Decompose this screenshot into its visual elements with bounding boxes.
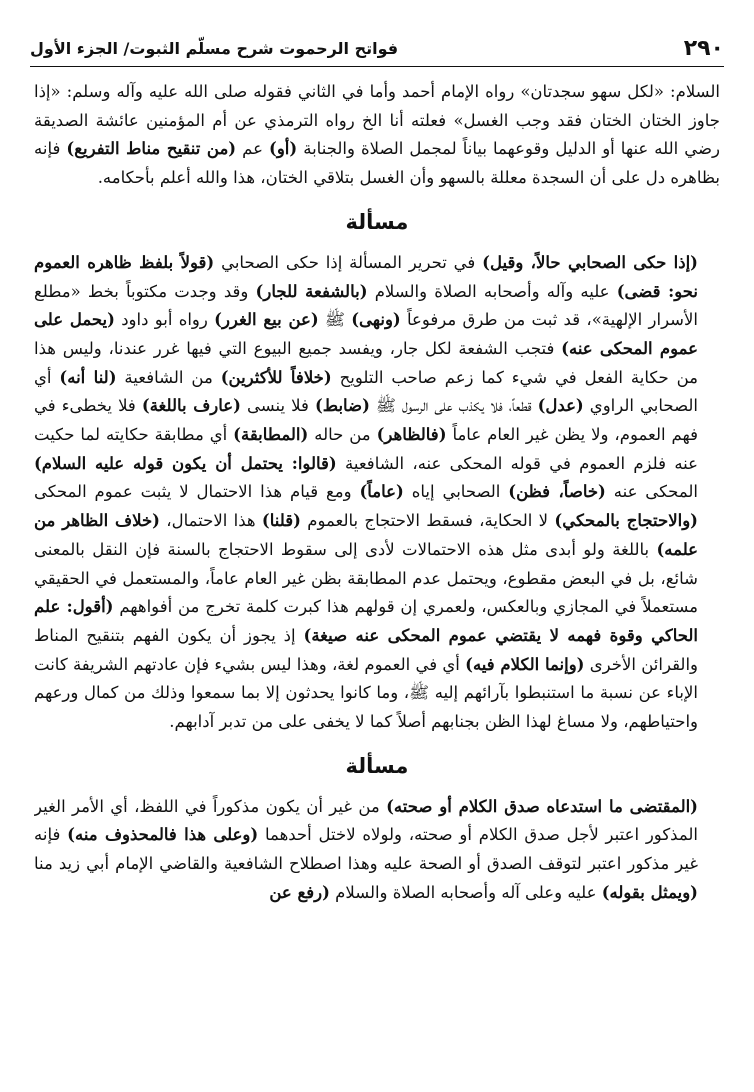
matn-text: (رفع عن bbox=[269, 882, 330, 902]
commentary-text: أي الصحابي الراوي bbox=[34, 367, 698, 416]
commentary-text: عليه وعلى آله وأصحابه الصلاة والسلام bbox=[329, 882, 602, 902]
matn-text: (المقتضى ما استدعاه صدق الكلام أو صحته) bbox=[386, 796, 698, 816]
section-heading: مسألة bbox=[345, 753, 409, 778]
commentary-text: عليه وآله وأصحابه الصلاة والسلام bbox=[367, 281, 617, 301]
matn-text: (إذا حكى الصحابي حالاً، وقيل) bbox=[482, 252, 698, 272]
paragraph-intro bbox=[34, 78, 720, 193]
commentary-text: رواه أبو داود bbox=[114, 310, 215, 330]
commentary-text: قطعاً، فلا يكذب على الرسول ﷺ bbox=[369, 396, 538, 416]
commentary-text: السلام: «لكل سهو سجدتان» رواه الإمام أحمد وأما في الثاني فقوله صلى الله عليه وآله وسلم: «إذا جاوز الختان الختان فقد وجب الغسل» فعلته أنا الخ رواه الترمذي عن أم المؤمنين عائشة الصديقة رضي الله عنها أو الدليل وقوعهما بياناً لمجمل الصلاة والجنابة bbox=[34, 82, 720, 159]
commentary-text: ومع قيام هذا الاحتمال لا يثبت عموم المحكى bbox=[34, 482, 360, 502]
matn-text: (من تنقيح مناط التفريع) bbox=[66, 139, 237, 159]
matn-text: (وعلى هذا فالمحذوف منه) bbox=[67, 825, 259, 845]
matn-text: (فالظاهر) bbox=[376, 425, 447, 445]
matn-text: (يحمل على عموم المحكى عنه) bbox=[34, 310, 698, 358]
commentary-text: المحكى عنه bbox=[605, 482, 698, 502]
section-heading: مسألة bbox=[345, 209, 409, 234]
matn-text: (ضابط) bbox=[314, 396, 370, 416]
matn-text: (أو) bbox=[269, 139, 298, 159]
commentary-text: فتجب الشفعة لكل جار، ويفسد جميع البيوع التي فيها غرر عندنا، وليس هذا من حكاية الفعل في شيء كما زعم صاحب التلويح bbox=[34, 338, 699, 387]
matn-text: (وإنما الكلام فيه) bbox=[465, 654, 585, 674]
commentary-text: الصحابي إياه bbox=[403, 482, 509, 502]
commentary-text: فلا ينسى bbox=[240, 396, 315, 416]
matn-text: (والاحتجاج بالمحكي) bbox=[554, 511, 698, 531]
matn-text: (قلنا) bbox=[261, 511, 301, 531]
matn-text: (عارف باللغة) bbox=[141, 396, 241, 416]
commentary-text: لا الحكاية، فسقط الاحتجاج بالعموم bbox=[300, 511, 555, 531]
header-divider bbox=[30, 66, 724, 67]
commentary-text: هذا الاحتمال، bbox=[159, 511, 262, 531]
matn-text: (قولاً بلفظ ظاهره العموم نحو: قضى) bbox=[34, 252, 699, 301]
commentary-text: فإنه غير مذكور اعتبر لتوقف الصدق أو الصحة عليه وهذا اصطلاح الشافعية والقاضي الإمام أبي زيد منا bbox=[34, 825, 698, 874]
paragraph-section-1 bbox=[34, 249, 720, 737]
matn-text: (ويمثل بقوله) bbox=[601, 882, 698, 902]
matn-text: (عدل) bbox=[537, 396, 584, 416]
running-title: فواتح الرحموت شرح مسلّم الثبوت/ الجزء الأول bbox=[30, 38, 399, 58]
commentary-text: في تحرير المسألة إذا حكى الصحابي bbox=[214, 252, 483, 272]
commentary-text: ﷺ bbox=[318, 310, 352, 330]
commentary-text: أي في العموم لغة، وهذا ليس بشيء فإن عادتهم الشريفة كانت الإباء عن نسبة ما استنبطوا بآرائهم إليه ﷺ، وما كانوا يحدثون إلا بما سمعوا وذلك من كمال ورعهم واحتياطهم، ولا مساغ لهذا الظن بجنابهم أصلاً كما لا يخفى على من تدبر آدابهم. bbox=[34, 654, 698, 732]
page-number: ٢٩٠ bbox=[683, 35, 724, 61]
commentary-text: باللغة ولو أبدى مثل هذه الاحتمالات لأدى إلى سقوط الاحتجاج بالسنة فإن النقل بالمعنى شائع، بل في البعض مقطوع، ويحتمل عدم المطابقة بظن غير العام عاماً، والمستعمل في الحقيقي مستعملاً في المجازي وبالعكس، ولعمري إن قولهم هذا كبرت كلمة تخرج من أفواههم bbox=[34, 539, 699, 617]
matn-text: (بالشفعة للجار) bbox=[255, 281, 368, 301]
commentary-text: وقد وجدت مكتوباً بخط «مطلع الأسرار الإلهية»، قد ثبت من طرق مرفوعاً bbox=[34, 281, 699, 330]
commentary-text: من غير أن يكون مذكوراً في اللفظ، أي الأمر الغير المذكور اعتبر لأجل صدق الكلام أو صحته، ولولاه لاختل أحدهما bbox=[34, 796, 698, 845]
commentary-text: إذ يجوز أن يكون الفهم بتنقيح المناط والقرائن الأخرى bbox=[34, 625, 699, 674]
commentary-text: من حاله bbox=[308, 425, 377, 445]
commentary-text: فإنه بظاهره دل على أن السجدة معللة بالسهو وأن الغسل بتلاقي الختان، هذا والله أعلم بأحكامه. bbox=[34, 139, 720, 188]
page-header bbox=[30, 32, 724, 64]
matn-text: (خاصاً، فظن) bbox=[508, 482, 606, 502]
commentary-text: فلا يخطىء في فهم العموم، ولا يظن غير العام عاماً bbox=[34, 396, 698, 445]
commentary-text: عم bbox=[236, 139, 270, 159]
matn-text: (عن بيع الغرر) bbox=[214, 310, 319, 330]
commentary-text: أي مطابقة حكايته لما حكيت عنه فلزم العموم في قوله المحكى عنه، الشافعية bbox=[34, 425, 698, 473]
matn-text: (خلاف الظاهر من علمه) bbox=[34, 511, 698, 559]
matn-text: (المطابقة) bbox=[233, 425, 309, 445]
matn-text: (خلافاً للأكثرين) bbox=[220, 367, 332, 387]
matn-text: (لنا أنه) bbox=[59, 367, 117, 387]
matn-text: (عاماً) bbox=[359, 482, 404, 502]
matn-text: (قالوا: يحتمل أن يكون قوله عليه السلام) bbox=[34, 453, 337, 473]
commentary-text: من الشافعية bbox=[116, 367, 221, 387]
matn-text: (ونهى) bbox=[351, 310, 401, 330]
paragraph-section-2 bbox=[34, 793, 720, 908]
page-body bbox=[34, 78, 720, 1078]
matn-text: (أقول: علم الحاكي وقوة فهمه لا يقتضي عموم المحكى عنه صيغة) bbox=[34, 597, 698, 645]
